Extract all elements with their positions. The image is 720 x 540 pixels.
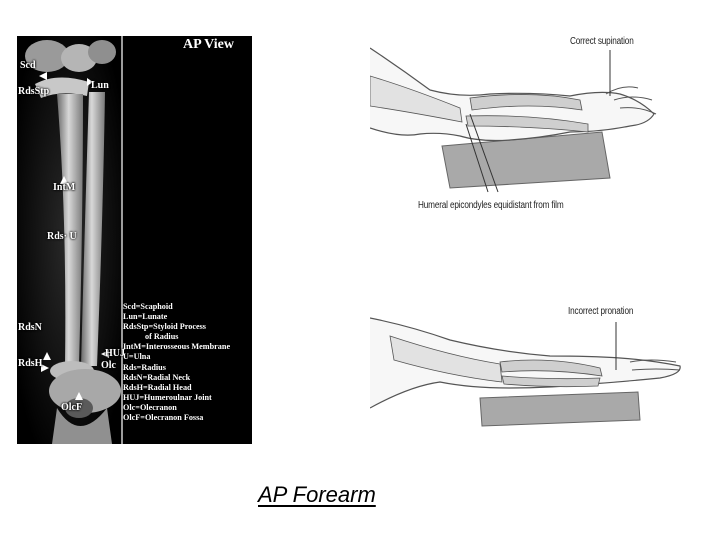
label-lun: Lun (91, 80, 109, 91)
annotation-correct-supination: Correct supination (570, 36, 634, 47)
slide-caption: AP Forearm (258, 482, 376, 507)
legend-item: RdsStp=Styloid Process (123, 322, 206, 332)
film-plate (442, 132, 610, 188)
legend-item: RdsN=Radial Neck (123, 372, 191, 382)
supination-drawing (370, 28, 690, 238)
label-intm: IntM (53, 182, 76, 193)
xray-view-title: AP View (183, 37, 234, 52)
pronation-illustration (370, 296, 690, 436)
xray-legend (123, 302, 251, 423)
label-scd: Scd (20, 60, 36, 71)
film-plate (480, 392, 640, 426)
legend-item: Olc=Olecranon (123, 402, 177, 412)
label-huj: HUJ (105, 348, 125, 359)
legend-item: OlcF=Olecranon Fossa (123, 413, 204, 423)
annotation-incorrect-pronation: Incorrect pronation (568, 306, 634, 317)
annotation-epicondyles: Humeral epicondyles equidistant from film (418, 200, 564, 211)
legend-item: of Radius (145, 332, 179, 342)
pronation-drawing (370, 296, 690, 436)
xray-image (17, 36, 252, 444)
legend-item: Lun=Lunate (123, 312, 168, 322)
legend-item: IntM=Interosseous Membrane (123, 342, 231, 352)
legend-item: RdsH=Radial Head (123, 382, 192, 392)
label-olc: Olc (101, 360, 116, 371)
label-rdsh: RdsH (18, 358, 43, 369)
legend-item: HUJ=Humeroulnar Joint (123, 392, 212, 402)
legend-item: Scd=Scaphoid (123, 302, 173, 311)
label-rdsn: RdsN (18, 322, 42, 333)
legend-item: U=Ulna (123, 352, 151, 362)
legend-item: Rds=Radius (123, 362, 166, 372)
label-rdsstp: RdsStp (18, 86, 50, 97)
label-olcf: OlcF (61, 402, 83, 413)
label-rds-u: Rds· U (47, 231, 77, 242)
